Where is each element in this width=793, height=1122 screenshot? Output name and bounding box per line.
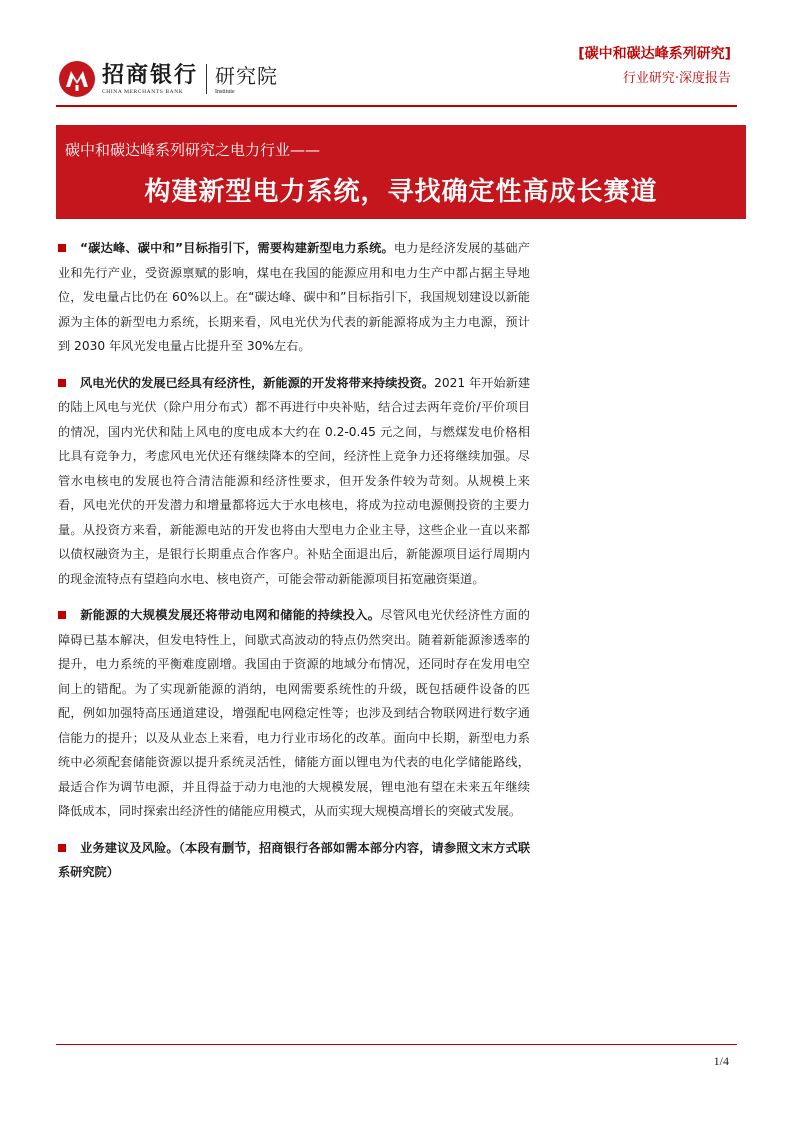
- series-tag: [碳中和碳达峰系列研究]: [578, 46, 731, 62]
- paragraph-body: 尽管风电光伏经济性方面的障碍已基本解决，但发电特性上，间歇式高波动的特点仍然突出。随着新能源渗透率的提升，电力系统的平衡难度剧增。我国由于资源的地域分布情况，还同时存在发用电空间上的错配。为了实现新能源的消纳，电网需要系统性的升级，既包括硬件设备的匹配，例如加强特高压通道建设，增强配电网稳定性等；也涉及到结合物联网进行数字通信能力的提升；以及从业态上来看，电力行业市场化的改革。面向中长期，新型电力系统中必须配套储能资源以提升系统灵活性，储能方面以锂电为代表的电化学储能路线，最适合作为调节电源，并且得益于动力电池的大规模发展，锂电池有望在未来五年继续降低成本，同时探索出经济性的储能应用模式，从而实现大规模高增长的突破式发展。: [58, 608, 530, 818]
- summary-paragraph-4: [58, 836, 530, 885]
- paragraph-body: 2021 年开始新建的陆上风电与光伏（除户用分布式）都不再进行中央补贴，结合过去两年竞价/平价项目的情况，国内光伏和陆上风电的度电成本大约在 0.2-0.45 元之间，与燃煤发电价格相比具有竞争力，考虑风电光伏还有继续降本的空间，经济性上竞争力还将继续加强。尽管水电核电的发展也符合清洁能源和经济性要求，但开发条件较为苛刻。从规模上来看，风电光伏的开发潜力和增量都将远大于水电核电，将成为拉动电源侧投资的主要力量。从投资方来看，新能源电站的开发也将由大型电力企业主导，这些企业一直以来都以债权融资为主，是银行长期重点合作客户。补贴全面退出后，新能源项目运行周期内的现金流特点有望趋向水电、核电资产，可能会带动新能源项目拓宽融资渠道。: [58, 375, 531, 586]
- logo-divider: [206, 64, 207, 94]
- summary-content: [58, 236, 530, 897]
- report-type: 行业研究·深度报告: [622, 71, 731, 86]
- paragraph-heading: “碳达峰、碳中和”目标指引下，需要构建新型电力系统。: [80, 241, 394, 255]
- banner-subtitle: 碳中和碳达峰系列研究之电力行业——: [65, 141, 321, 159]
- bank-name-cn: 招商银行: [102, 62, 199, 88]
- paragraph-body: 电力是经济发展的基础产业和先行产业，受资源禀赋的影响，煤电在我国的能源应用和电力生产中都占据主导地位，发电量占比仍在 60%以上。在“碳达峰、碳中和”目标指引下，我国规划建设以新能源为主体的新型电力系统，长期来看，风电光伏为代表的新能源将成为主力电源，预计到 2030 年风光发电量占比提升至 30%左右。: [58, 241, 530, 353]
- page-number: 1/4: [713, 1054, 729, 1068]
- summary-paragraph-2: [58, 371, 530, 592]
- bullet-square-icon: [58, 844, 66, 852]
- bank-name-en: CHINA MERCHANTS BANK: [102, 88, 184, 95]
- footer-divider: [56, 1044, 737, 1045]
- bullet-square-icon: [58, 611, 66, 619]
- cmb-logo-icon: [58, 60, 96, 98]
- bullet-square-icon: [58, 244, 66, 252]
- institute-name-en: Institute: [215, 88, 235, 95]
- paragraph-body: （本段有删节，招商银行各部如需本部分内容，请参照文末方式联系研究院）: [58, 840, 531, 879]
- bank-name: [102, 64, 198, 95]
- paragraph-heading: 业务建议及风险。: [80, 840, 179, 855]
- paragraph-heading: 风电光伏的发展已经具有经济性，新能源的开发将带来持续投资。: [80, 375, 435, 390]
- report-title: 构建新型电力系统，寻找确定性高成长赛道: [144, 177, 658, 207]
- paragraph-heading: 新能源的大规模发展还将带动电网和储能的持续投入。: [80, 608, 381, 622]
- cmb-logo: [58, 58, 278, 100]
- institute-name-cn: 研究院: [215, 63, 279, 88]
- summary-paragraph-3: [58, 603, 530, 824]
- summary-paragraph-1: [58, 236, 530, 359]
- header-divider: [56, 105, 737, 107]
- title-banner: [56, 125, 746, 219]
- institute-name: [215, 64, 278, 95]
- bullet-square-icon: [58, 379, 66, 387]
